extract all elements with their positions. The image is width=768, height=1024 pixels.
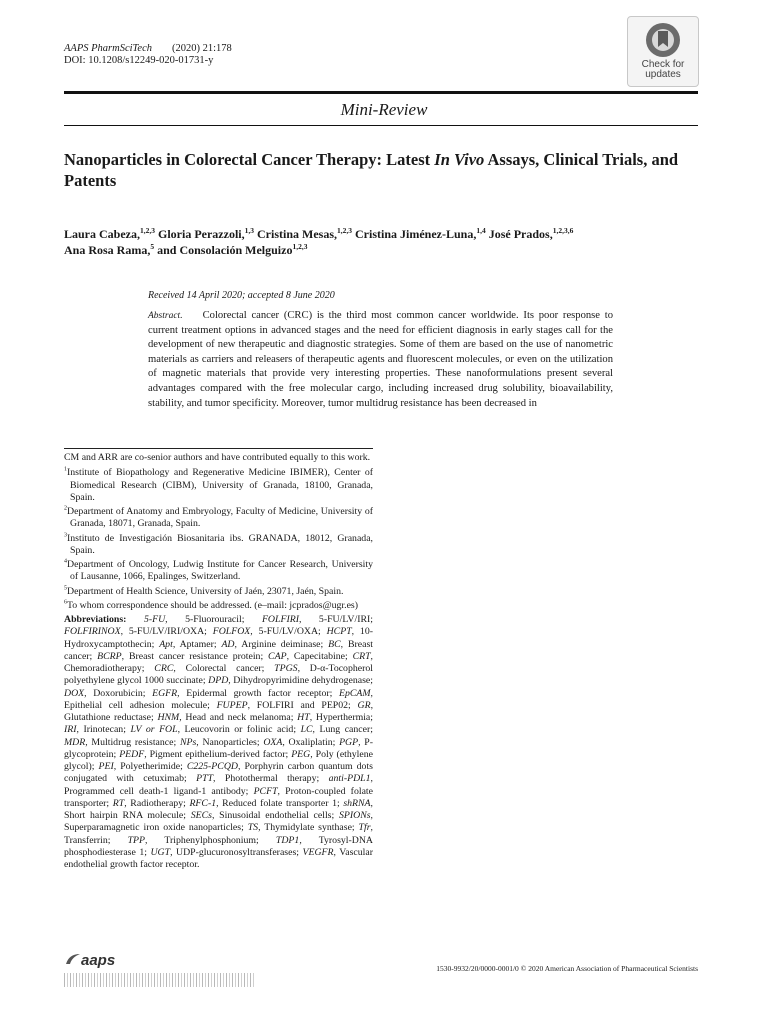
abbreviation-item: FUPEP, FOLFIRI and PEP02; [216, 699, 358, 711]
footnote-rule [64, 448, 373, 449]
abbreviation-item: TPGS, D-α-Tocopherol polyethylene glycol 1000 succinate; [64, 663, 373, 687]
journal-name: AAPS PharmSciTech [64, 43, 152, 54]
aaps-logo-text: aaps [81, 952, 116, 969]
abbreviation-item: PEI, Polyetherimide; [98, 761, 187, 772]
title-part1: Nanoparticles in Colorectal Cancer Therapy: Latest [64, 150, 435, 169]
abbreviation-item: FOLFOX, 5-FU/LV/OXA; [212, 626, 327, 638]
author: Gloria Perazzoli,$^{1,3}$ [158, 226, 255, 241]
author: and Consolación Melguizo$^{1,2,3}$ [157, 242, 308, 257]
abbreviation-item: AD, Arginine deiminase; [221, 638, 329, 650]
abbreviation-item: MDR, Multidrug resistance; [64, 736, 180, 748]
journal-doi[interactable]: DOI: 10.1208/s12249-020-01731-y [64, 55, 214, 66]
author: Cristina Mesas,$^{1,2,3}$ [257, 226, 353, 241]
author: José Prados,$^{1,2,3,6}$ [488, 226, 574, 241]
abbreviation-item: RT, Radiotherapy; [112, 797, 190, 809]
abbreviation-item: Apt, Aptamer; [159, 638, 222, 650]
footnotes [64, 452, 373, 871]
co-senior-note: CM and ARR are co-senior authors and have contributed equally to this work. [64, 452, 371, 463]
journal-header [64, 43, 232, 67]
abbreviation-item: OXA, Oxaliplatin; [263, 736, 340, 748]
abbreviation-item: PEG, Poly (ethylene glycol); [64, 748, 373, 772]
aaps-swoosh-icon [65, 952, 81, 966]
header-rule [64, 91, 698, 94]
abbreviation-item: CAP, Capecitabine; [268, 650, 353, 662]
abbreviation-item: CRT, Chemoradiotherapy; [64, 650, 373, 674]
author-list [64, 226, 704, 258]
received-dates: Received 14 April 2020; accepted 8 June 2020 [148, 290, 335, 301]
abbreviation-item: RFC-1, Reduced folate transporter 1; [189, 797, 344, 809]
title-part2: Assays, Clinical Trials, and Patents [64, 150, 679, 190]
abbreviation-item: FOLFIRI, 5-FU/LV/IRI; [261, 614, 373, 625]
abbreviations [64, 614, 373, 871]
affiliation: $^3$Instituto de Investigación Biosanitaria ibs. GRANADA, 18012, Granada, Spain. [64, 532, 373, 556]
abbreviation-item: shRNA, Short hairpin RNA molecule; [64, 797, 373, 821]
abbreviation-item: PGP, P-glycoprotein; [64, 736, 373, 760]
abbreviation-item: PTT, Photothermal therapy; [196, 773, 329, 785]
abbreviation-item: TDP1, Tyrosyl-DNA phosphodiesterase 1; [64, 834, 373, 858]
abbreviation-item: FOLFIRINOX, 5-FU/LV/IRI/OXA; [64, 626, 213, 638]
affiliation[interactable]: $^6$To whom correspondence should be addressed. (e–mail: jcprados@ugr.es) [64, 599, 359, 611]
abbreviation-list [64, 614, 373, 870]
abbreviation-item: TS, Thymidylate synthase; [247, 822, 359, 834]
abbreviation-item: DOX, Doxorubicin; [64, 687, 153, 699]
author: Cristina Jiménez-Luna,$^{1,4}$ [355, 226, 486, 241]
abbreviation-item: LV or FOL, Leucovorin or folinic acid; [130, 724, 301, 736]
abbreviation-item: anti-PDL1, Programmed cell death-1 ligand-1 antibody; [64, 773, 373, 797]
abbreviation-item: EGFR, Epidermal growth factor receptor; [152, 687, 339, 699]
abbreviation-item: Tfr, Transferrin; [64, 822, 373, 846]
abbreviation-item: UGT, UDP-glucuronosyltransferases; [150, 846, 303, 858]
abbreviation-item: PCFT, Proton-coupled folate transporter; [64, 785, 373, 809]
abbreviation-item: LC, Lung cancer; [300, 724, 373, 736]
abbreviation-item: BC, Breast cancer; [64, 638, 373, 662]
abbreviation-item: 5-FU, 5-Fluorouracil; [143, 614, 262, 625]
aaps-logo [65, 952, 135, 970]
abbreviation-item: HNM, Head and neck melanoma; [157, 712, 298, 723]
journal-volume: (2020) 21:178 [171, 43, 232, 54]
affiliation: $^1$Institute of Biopathology and Regenerative Medicine IBIMER), Center of Biomedical Research (CIBM), University of Granada, 18100, Granada, Spain. [64, 466, 373, 503]
copyright-line: 1530-9932/20/0000-0001/0 © 2020 American Association of Pharmaceutical Scientists [436, 964, 698, 973]
affiliation: $^5$Department of Health Science, University of Jaén, 23071, Jaén, Spain. [64, 585, 344, 597]
abbreviation-item: NPs, Nanoparticles; [179, 736, 264, 748]
barcode-strip [64, 973, 254, 987]
abbreviation-item: IRI, Irinotecan; [64, 724, 131, 736]
abbreviation-item: HCPT, 10-Hydroxycamptothecin; [64, 626, 373, 650]
abbreviation-item: C225-PCQD, Porphyrin carbon quantum dots conjugated with cetuximab; [64, 761, 373, 785]
abstract-text: Colorectal cancer (CRC) is the third most common cancer worldwide. Its poor response to current treatment options in advanced stages and the need for efficient diagnosis in early stages call for the development of new therapeutic and diagnostic strategies. Some of them are based on the use of nanometric materials as carriers and releasers of therapeutic agents and fluorescent molecules, or even on the utilization of magnetic materials that provide very interesting properties. These nanoformulations present several advantages compared with the free molecular cargo, including increased drug solubility, bioavailability, stability, and tumor specificity. Moreover, tumor multidrug resistance has been decreased in [148, 310, 613, 409]
abbreviation-item: VEGFR, Vascular endothelial growth factor receptor. [64, 846, 373, 870]
header-rule-thin [64, 125, 698, 126]
abstract [148, 309, 613, 411]
title-italic: In Vivo [434, 150, 485, 169]
affiliation: $^2$Department of Anatomy and Embryology, Faculty of Medicine, University of Granada, 18071, Granada, Spain. [64, 505, 373, 530]
abbreviation-item: PEDF, Pigment epithelium-derived factor; [119, 748, 292, 760]
bookmark-icon [645, 22, 681, 58]
article-type: Mini-Review [340, 100, 428, 119]
affiliation-list [64, 467, 373, 612]
badge-line1: Check for [641, 59, 685, 70]
abbreviations-label: Abbreviations: [64, 614, 127, 625]
check-for-updates-badge[interactable] [627, 16, 699, 87]
abbreviation-item: CRC, Colorectal cancer; [154, 663, 275, 674]
article-title [64, 150, 704, 191]
author: Ana Rosa Rama,$^5$ [64, 242, 155, 257]
abbreviation-item: SPIONs, Superparamagnetic iron oxide nanoparticles; [64, 810, 373, 834]
abbreviation-item: SECs, Sinusoidal endothelial cells; [190, 810, 339, 821]
abbreviation-item: TPP, Triphenylphosphonium; [127, 834, 276, 846]
abbreviation-item: HT, Hyperthermia; [297, 712, 373, 723]
affiliation: $^4$Department of Oncology, Ludwig Institute for Cancer Research, University of Lausanne, 1066, Epalinges, Switzerland. [64, 558, 373, 583]
abbreviation-item: BCRP, Breast cancer resistance protein; [97, 650, 269, 662]
badge-line2: updates [645, 69, 681, 80]
abbreviation-item: EpCAM, Epithelial cell adhesion molecule; [64, 687, 373, 711]
abstract-label: Abstract. [148, 311, 183, 321]
author: Laura Cabeza,$^{1,2,3}$ [64, 226, 155, 241]
abbreviation-item: DPD, Dihydropyrimidine dehydrogenase; [208, 675, 373, 687]
abbreviation-item: GR, Glutathione reductase; [64, 699, 374, 723]
